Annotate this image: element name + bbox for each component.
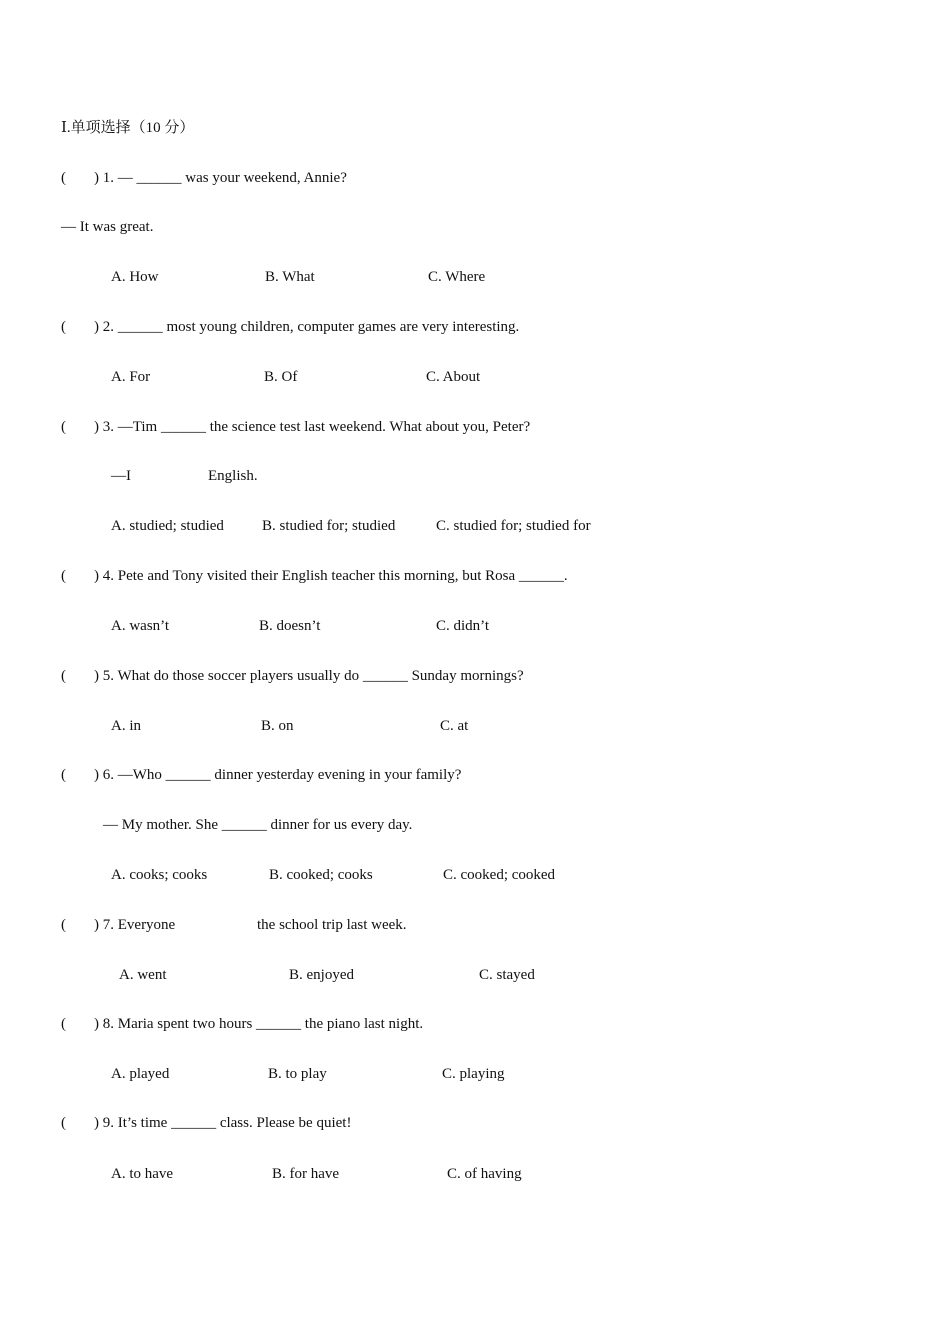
answer-blank[interactable]: ( bbox=[61, 568, 66, 584]
option-b: B. doesn’t bbox=[259, 618, 321, 634]
option-b: B. studied for; studied bbox=[262, 518, 396, 534]
question-stem: ) 8. Maria spent two hours ______ the piano last night. bbox=[94, 1016, 424, 1032]
question-1 bbox=[61, 168, 347, 188]
option-a: A. wasn’t bbox=[111, 618, 170, 634]
question-7-stem-suffix: the school trip last week. bbox=[257, 917, 407, 933]
question-stem: ) 1. — ______ was your weekend, Annie? bbox=[94, 170, 347, 186]
question-3 bbox=[61, 417, 530, 437]
option-c: C. at bbox=[440, 718, 469, 734]
question-stem-prefix: ) 7. Everyone bbox=[94, 917, 176, 933]
question-6-reply: — My mother. She ______ dinner for us every day. bbox=[103, 817, 413, 833]
question-3-reply-suffix: English. bbox=[208, 468, 258, 484]
question-3-reply-prefix: —I bbox=[111, 468, 131, 484]
answer-blank[interactable]: ( bbox=[61, 668, 66, 684]
answer-blank[interactable]: ( bbox=[61, 1016, 66, 1032]
option-b: B. enjoyed bbox=[289, 967, 354, 983]
question-stem: ) 3. —Tim ______ the science test last weekend. What about you, Peter? bbox=[94, 419, 531, 435]
answer-blank[interactable]: ( bbox=[61, 767, 66, 783]
question-stem: ) 9. It’s time ______ class. Please be quiet! bbox=[94, 1115, 352, 1131]
question-stem: ) 2. ______ most young children, computer games are very interesting. bbox=[94, 319, 520, 335]
question-4 bbox=[61, 566, 568, 586]
option-b: B. for have bbox=[272, 1166, 340, 1182]
option-c: C. Where bbox=[428, 269, 486, 285]
option-a: A. For bbox=[111, 369, 151, 385]
option-b: B. on bbox=[261, 718, 294, 734]
question-stem: ) 4. Pete and Tony visited their English teacher this morning, but Rosa ______. bbox=[94, 568, 568, 584]
option-a: A. to have bbox=[111, 1166, 174, 1182]
question-8 bbox=[61, 1014, 423, 1034]
question-6 bbox=[61, 765, 461, 785]
option-c: C. cooked; cooked bbox=[443, 867, 556, 883]
answer-blank[interactable]: ( bbox=[61, 1115, 66, 1131]
option-a: A. in bbox=[111, 718, 141, 734]
option-c: C. of having bbox=[447, 1166, 522, 1182]
option-a: A. How bbox=[111, 269, 159, 285]
option-a: A. went bbox=[119, 967, 167, 983]
question-stem: ) 6. —Who ______ dinner yesterday evening in your family? bbox=[94, 767, 462, 783]
option-a: A. studied; studied bbox=[111, 518, 224, 534]
answer-blank[interactable]: ( bbox=[61, 319, 66, 335]
option-c: C. studied for; studied for bbox=[436, 518, 591, 534]
option-b: B. What bbox=[265, 269, 315, 285]
question-5 bbox=[61, 666, 524, 686]
option-b: B. to play bbox=[268, 1066, 327, 1082]
question-stem: ) 5. What do those soccer players usually do ______ Sunday mornings? bbox=[94, 668, 524, 684]
question-1-reply: — It was great. bbox=[61, 219, 154, 235]
answer-blank[interactable]: ( bbox=[61, 917, 66, 933]
option-a: A. played bbox=[111, 1066, 170, 1082]
question-9 bbox=[61, 1113, 351, 1133]
option-c: C. stayed bbox=[479, 967, 535, 983]
option-c: C. didn’t bbox=[436, 618, 490, 634]
option-a: A. cooks; cooks bbox=[111, 867, 208, 883]
question-2 bbox=[61, 317, 519, 337]
answer-blank[interactable]: ( bbox=[61, 170, 66, 186]
option-b: B. cooked; cooks bbox=[269, 867, 373, 883]
answer-blank[interactable]: ( bbox=[61, 419, 66, 435]
option-c: C. About bbox=[426, 369, 481, 385]
option-b: B. Of bbox=[264, 369, 298, 385]
option-c: C. playing bbox=[442, 1066, 505, 1082]
section-title: Ⅰ.单项选择（10 分） bbox=[61, 120, 195, 136]
question-7 bbox=[61, 915, 175, 935]
